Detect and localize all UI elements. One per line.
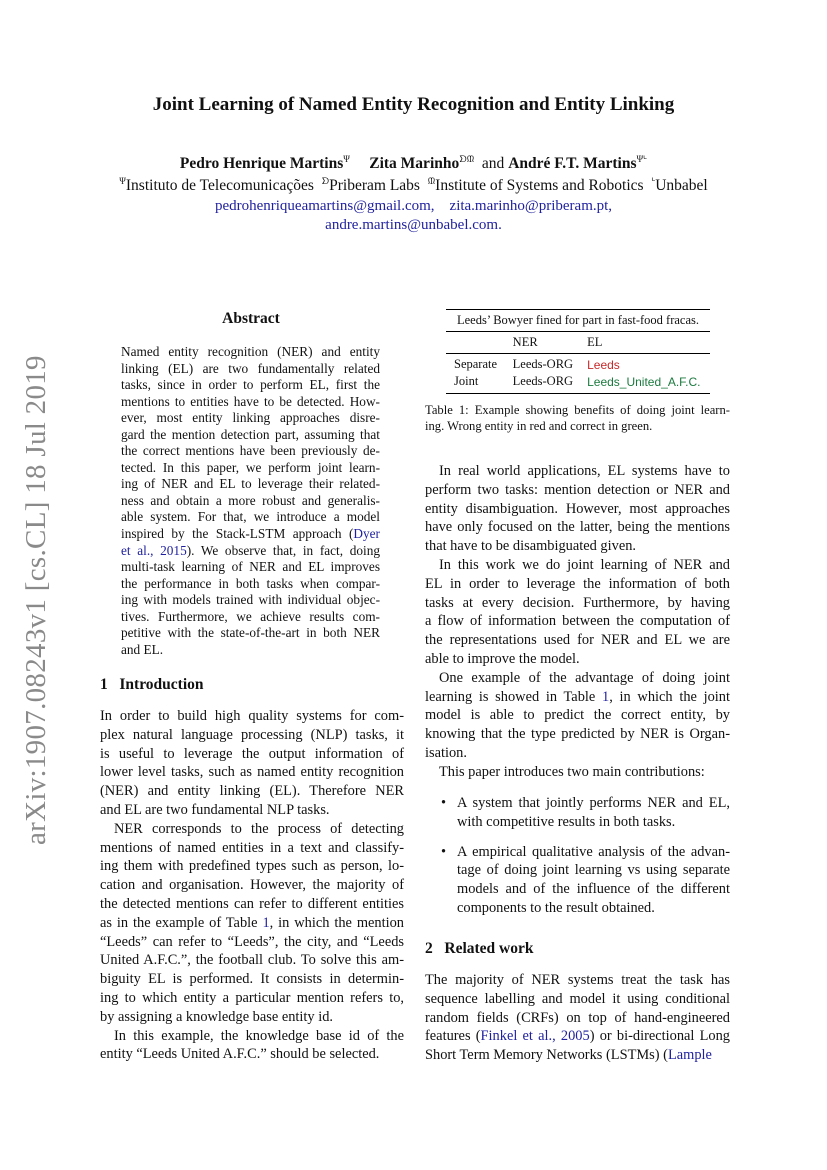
text-segment: ) or bi-directional Long [589, 1028, 730, 1045]
text-line: models and of the influence of the different [457, 881, 730, 898]
text-segment: as in the example of Table [100, 914, 263, 931]
text-line: plex natural language processing (NLP) tasks, it [100, 726, 404, 743]
email-link[interactable]: zita.marinho@priberam.pt, [449, 198, 613, 214]
contribution-list [425, 794, 730, 918]
text-segment: inspired by the Stack-LSTM approach ( [121, 526, 354, 542]
affiliation: Priberam Labs [329, 177, 420, 195]
affiliations [0, 176, 827, 195]
el-cell-wrong: Leeds [587, 357, 620, 372]
table-1 [446, 309, 710, 394]
text-segment: , in which the joint [609, 688, 730, 705]
text-line: EL in order to leverage the information of both [425, 575, 730, 592]
citation-link[interactable]: 1 [262, 914, 270, 931]
email-link[interactable]: pedrohenriqueamartins@gmail.com, [214, 198, 435, 214]
text-line: The majority of NER systems treat the task has [425, 972, 730, 988]
text-line: ness and obtain a more robust and generalis- [121, 492, 380, 508]
text-line: In order to build high quality systems for com- [100, 708, 404, 724]
email-line [0, 198, 827, 215]
text-line: the detected mentions can refer to different entities [100, 895, 404, 912]
section-title: Introduction [119, 676, 204, 693]
text-line: mentions of named entities in a text and classify- [100, 839, 404, 856]
text-line: ing of NER and EL to leverage their related- [121, 476, 380, 492]
text-line: tasks, since in order to perform EL, first the [121, 377, 380, 393]
author-conjunction: and [481, 155, 505, 173]
paragraph [100, 820, 404, 1027]
text-line: linking (EL) are two fundamentally related [121, 360, 380, 376]
caption-line: ing. Wrong entity in red and correct in green. [425, 419, 653, 433]
row-label: Joint [454, 374, 479, 388]
author-name: André F.T. Martins [508, 155, 637, 173]
table-row [446, 354, 710, 374]
text-line [425, 1046, 730, 1065]
table-row [446, 373, 710, 394]
citation-link[interactable]: Finkel et al., 2005 [480, 1028, 590, 1045]
text-line: perform two tasks: mention detection or NER and [425, 481, 730, 498]
author-list [0, 154, 827, 173]
text-line: the performance in both tasks when compar- [121, 575, 380, 591]
affil-mark: ᒡ [651, 176, 656, 186]
text-line: “Leeds” can refer to “Leeds”, the city, and “Leeds [100, 933, 404, 950]
section-heading-introduction [100, 676, 204, 694]
text-line: by assigning a knowledge base entity id. [100, 1008, 334, 1025]
text-line [425, 1027, 730, 1046]
text-segment: , in which the mention [269, 914, 404, 931]
section-number: 1 [100, 676, 108, 693]
text-line: tage of doing joint learning vs using separate [457, 862, 730, 879]
paragraph [425, 763, 730, 782]
text-line [121, 526, 380, 543]
text-line: model is able to predict the correct entity, by [425, 707, 730, 724]
text-line: A empirical qualitative analysis of the advan- [457, 843, 730, 860]
text-segment: learning is showed in Table [425, 688, 602, 705]
text-line: that have to be disambiguated given. [425, 538, 637, 555]
text-segment: Short Term Memory Networks (LSTMs) ( [425, 1047, 668, 1064]
text-line: the correct mentions have been previously de- [121, 443, 380, 459]
email-line [0, 217, 827, 234]
citation-link[interactable]: et al., 2015 [121, 542, 187, 558]
caption-line: Table 1: Example showing benefits of doing joint learn- [425, 403, 730, 417]
text-line: random fields (CRFs) on top of hand-engineered [425, 1009, 730, 1026]
text-line: multi-task learning of NER and EL improves [121, 559, 380, 575]
text-line: is useful to leverage the output information of [100, 745, 404, 762]
text-line: entity “Leeds United A.F.C.” should be selected. [100, 1046, 380, 1063]
paragraph [100, 707, 404, 820]
ner-cell: Leeds-ORG [512, 357, 574, 371]
text-line: lower level tasks, such as named entity recognition [100, 764, 404, 781]
author-mark: Ψ [343, 154, 350, 164]
text-line: tives. Furthermore, we achieve results com- [121, 608, 380, 624]
text-line [100, 914, 404, 933]
table-header [446, 332, 507, 354]
text-line: able system. For that, we introduce a model [121, 509, 380, 525]
text-line: In this work we do joint learning of NER and [439, 556, 730, 573]
text-line: mentions to entities have to be detected. How- [121, 393, 380, 409]
text-line: gard the mention detection part, assuming that [121, 426, 380, 442]
table-caption [425, 402, 730, 434]
ner-cell: Leeds-ORG [512, 374, 574, 388]
right-column-body [425, 462, 730, 782]
text-line: with competitive results in both tasks. [457, 813, 676, 830]
list-item [425, 843, 730, 918]
section-heading-related-work [425, 940, 534, 958]
text-line: entity disambiguation. However, most approaches [425, 500, 730, 517]
text-line: a flow of information between the computation of [425, 613, 730, 630]
author-mark: Ψᒡ [636, 154, 648, 164]
table-header: EL [587, 335, 603, 349]
text-line: tasks at every decision. Furthermore, by having [425, 594, 730, 611]
section-title: Related work [444, 940, 534, 957]
related-work-body [425, 971, 730, 1065]
el-cell-correct: Leeds_United_A.F.C. [587, 374, 701, 389]
affil-mark: ᙢ [427, 176, 436, 186]
author-mark: ᗤᙢ [459, 154, 475, 164]
affiliation: Instituto de Telecomunicações [125, 177, 314, 195]
text-line [425, 688, 730, 707]
text-line: (NER) and entity linking (EL). Therefore NER [100, 783, 404, 800]
text-line: and EL. [121, 641, 164, 657]
section-number: 2 [425, 940, 433, 957]
text-line [121, 543, 380, 560]
row-label: Separate [454, 357, 498, 371]
text-line: NER corresponds to the process of detecting [114, 820, 404, 837]
paragraph [425, 462, 730, 556]
author-name: Pedro Henrique Martins [179, 155, 344, 173]
text-line: biguity EL is performed. It consists in determin- [100, 971, 404, 988]
text-line: This paper introduces two main contributions: [439, 763, 705, 780]
text-line: tected. In this paper, we perform joint learn- [121, 459, 380, 475]
abstract-heading: Abstract [222, 310, 280, 327]
affiliation: Unbabel [655, 177, 708, 195]
introduction-body [100, 707, 404, 1064]
paragraph [425, 556, 730, 669]
affil-mark: Ψ [119, 176, 126, 186]
table-header: NER [512, 335, 538, 349]
bullet-icon: • [441, 843, 447, 860]
citation-link[interactable]: 1 [602, 688, 610, 705]
paper-title: Joint Learning of Named Entity Recognition and Entity Linking [152, 94, 675, 115]
text-line: isation. [425, 744, 467, 761]
table-sentence: Leeds’ Bowyer fined for part in fast-food fracas. [456, 313, 700, 327]
text-line: ing to which entity a particular mention refers to, [100, 989, 404, 1006]
text-line: the representations used for NER and EL we are [425, 632, 730, 649]
bullet-icon: • [441, 795, 447, 811]
text-segment: features ( [425, 1028, 481, 1045]
text-line: have only focused on the latter, being the mentions [425, 519, 730, 536]
text-line: ing them with predefined types such as person, lo- [100, 858, 404, 875]
text-line: petitive with the state-of-the-art in both NER [121, 625, 380, 641]
text-line: A system that jointly performs NER and EL, [457, 795, 730, 811]
arxiv-stamp: arXiv:1907.08243v1 [cs.CL] 18 Jul 2019 [20, 355, 52, 845]
citation-link[interactable]: Dyer [353, 526, 380, 542]
text-line: and EL are two fundamental NLP tasks. [100, 801, 330, 818]
text-line: One example of the advantage of doing joint [439, 669, 730, 686]
text-line: ever, most entity linking approaches disre- [121, 410, 380, 426]
text-line: United A.F.C.”, the football club. To solve this am- [100, 952, 404, 969]
paragraph [425, 669, 730, 763]
text-line: Named entity recognition (NER) and entity [121, 344, 380, 359]
text-line: In this example, the knowledge base id of the [114, 1027, 404, 1044]
author-name: Zita Marinho [369, 155, 460, 173]
paragraph [100, 1027, 404, 1065]
affiliation: Institute of Systems and Robotics [435, 177, 644, 195]
citation-link[interactable]: Lample [667, 1047, 712, 1064]
text-line: able to improve the model. [425, 650, 580, 667]
text-line: In real world applications, EL systems have to [439, 463, 730, 479]
text-line: components to the result obtained. [457, 899, 655, 916]
email-link[interactable]: andre.martins@unbabel.com. [325, 217, 502, 233]
text-line: sequence labelling and model it using conditional [425, 990, 730, 1007]
abstract-body [121, 344, 380, 658]
text-line: cation and organisation. However, the majority of [100, 877, 404, 894]
text-line: knowing that the type predicted by NER is Organ- [425, 726, 730, 743]
list-item [425, 794, 730, 832]
text-segment: ). We observe that, in fact, doing [186, 542, 380, 558]
affil-mark: ᗤ [321, 176, 330, 186]
text-line: ing with models trained with individual objec- [121, 592, 380, 608]
